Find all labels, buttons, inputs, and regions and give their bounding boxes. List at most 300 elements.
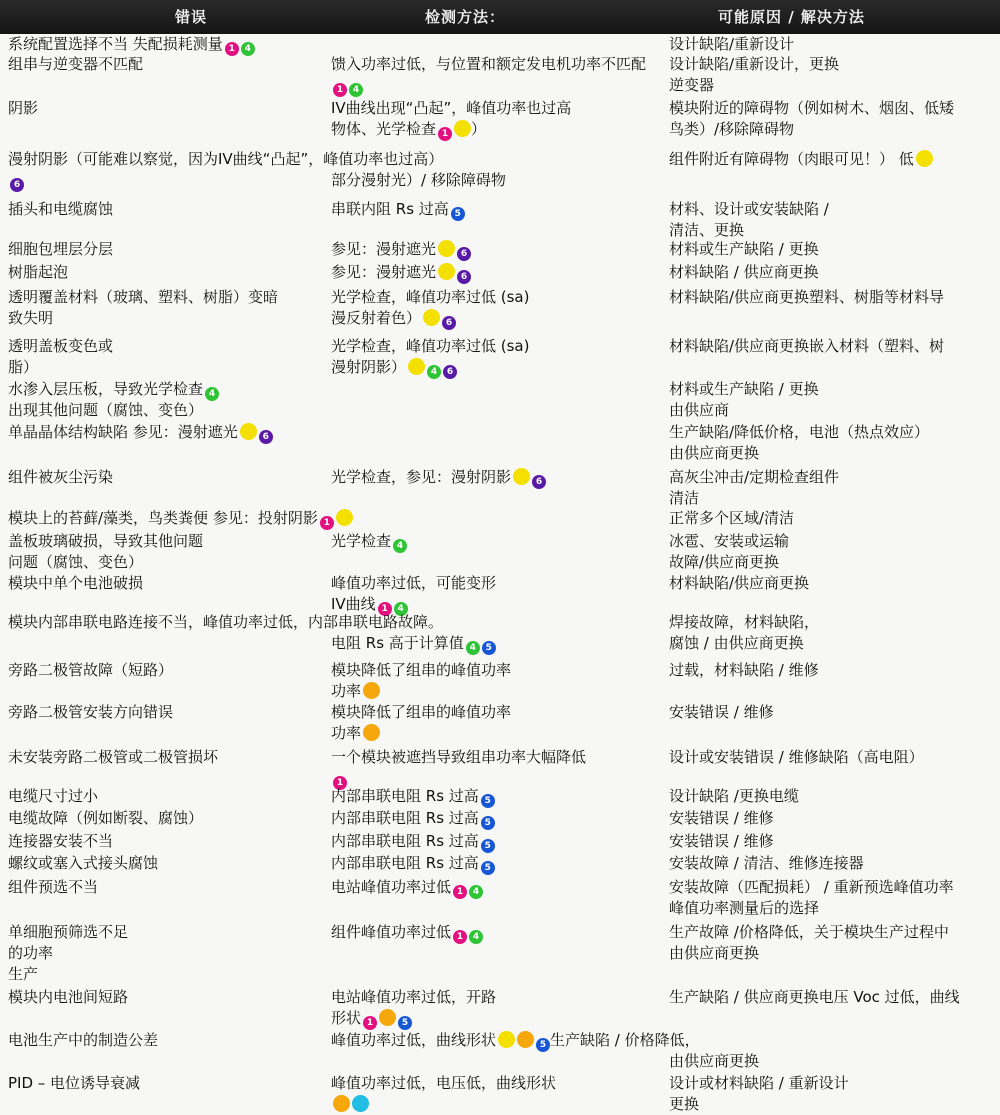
cell-line <box>331 287 529 308</box>
fault-table-body <box>0 34 1000 1114</box>
cell-line <box>669 877 954 898</box>
cell-c3 <box>669 987 960 1008</box>
cell-text: 模块附近的障碍物（例如树木、烟囱、低矮 <box>669 99 955 117</box>
cell-line <box>8 262 68 283</box>
violet-marker-icon: 6 <box>457 247 471 261</box>
yellow-marker-icon <box>513 468 530 485</box>
cell-text: 串联内阻 Rs 过高 <box>331 200 449 218</box>
cell-line <box>8 831 113 852</box>
violet-marker-icon: 6 <box>443 365 457 379</box>
cell-text: 生产故障 /价格降低，关于模块生产过程中 <box>669 923 949 941</box>
cell-c3 <box>669 287 944 308</box>
cell-line <box>8 54 143 75</box>
cell-line <box>331 853 495 874</box>
cell-text: 设计缺陷 /更换电缆 <box>669 787 799 805</box>
cell-line <box>331 612 496 633</box>
cell-text: 冰雹、安装或运输 <box>669 532 790 550</box>
cell-text: 形状 <box>331 1009 362 1027</box>
cell-text: 清洁 <box>669 489 700 507</box>
green-marker-icon: 4 <box>349 83 363 97</box>
cell-text: 出现其他问题（腐蚀、变色） <box>8 401 204 419</box>
cell-text: 更换 <box>669 1095 700 1113</box>
cell-text: 内部串联电阻 Rs 过高 <box>331 854 479 872</box>
cell-c1 <box>8 508 353 529</box>
cell-line <box>669 508 794 529</box>
cell-line <box>669 633 819 654</box>
cell-line <box>669 75 839 96</box>
cell-c3 <box>669 786 799 807</box>
cell-line <box>331 808 495 829</box>
cell-line <box>8 877 98 898</box>
cell-text: 设计缺陷/重新设计 <box>669 35 795 53</box>
cell-line <box>669 98 954 119</box>
yellow-marker-icon <box>336 509 353 526</box>
cell-text: IV曲线出现“凸起”，峰值功率也过高 <box>331 99 572 117</box>
cell-c2 <box>331 287 529 329</box>
yellow-marker-icon <box>240 423 257 440</box>
cell-line <box>669 287 944 308</box>
cell-text: 阴影 <box>8 99 39 117</box>
cell-line <box>669 612 819 633</box>
cell-c3 <box>669 467 839 509</box>
cell-text: 设计或材料缺陷 / 重新设计 <box>669 1074 849 1092</box>
cell-text: IV曲线 <box>331 595 376 613</box>
cell-c3 <box>669 612 819 654</box>
cell-c3 <box>669 422 929 464</box>
cell-text: 的功率 <box>8 944 54 962</box>
cell-line <box>331 786 495 807</box>
cell-c3 <box>669 702 774 723</box>
cell-line <box>331 987 496 1008</box>
cell-c1 <box>8 660 173 681</box>
magenta-marker-icon: 1 <box>453 885 467 899</box>
cell-line <box>8 467 113 488</box>
yellow-marker-icon <box>916 150 933 167</box>
cell-c1 <box>8 34 255 55</box>
cell-c2 <box>331 808 495 829</box>
cell-text: 由供应商 <box>669 401 730 419</box>
cell-c1 <box>8 831 113 852</box>
cell-line <box>669 336 944 357</box>
cell-line <box>331 262 471 283</box>
cell-text: 组串与逆变器不匹配 <box>8 55 144 73</box>
cell-line <box>331 702 511 723</box>
cell-text: 内部串联电阻 Rs 过高 <box>331 832 479 850</box>
cell-text-tail: ） <box>471 120 487 138</box>
cell-text: 清洁、更换 <box>669 221 745 239</box>
header-error: 错误 <box>175 8 208 26</box>
cell-line <box>8 573 143 594</box>
cell-text: 组件预选不当 <box>8 878 99 896</box>
cell-text: 峰值功率测量后的选择 <box>669 899 820 917</box>
cell-line <box>669 379 819 400</box>
cell-c3 <box>669 877 954 919</box>
magenta-marker-icon: 1 <box>333 83 347 97</box>
cell-text: 光学检查 <box>331 532 392 550</box>
cell-line <box>669 400 819 421</box>
cell-line <box>669 943 949 964</box>
cell-c2 <box>331 54 646 96</box>
cell-line <box>8 660 173 681</box>
cell-text: 功率 <box>331 724 362 742</box>
cell-text: 旁路二极管安装方向错误 <box>8 703 174 721</box>
cell-text: 螺纹或塞入式接头腐蚀 <box>8 854 159 872</box>
cell-text: 树脂起泡 <box>8 263 69 281</box>
yellow-marker-icon <box>454 120 471 137</box>
cell-c2 <box>331 831 495 852</box>
cell-c1 <box>8 877 98 898</box>
violet-marker-icon: 6 <box>259 430 273 444</box>
cell-line <box>8 357 113 378</box>
cell-c1 <box>8 808 203 829</box>
cell-c1 <box>8 422 273 443</box>
cell-text: 模块内电池间短路 <box>8 988 129 1006</box>
cell-line <box>669 573 809 594</box>
cell-text: 单细胞预筛选不足 <box>8 923 129 941</box>
cell-text: 材料缺陷/供应商更换塑料、树脂等材料导 <box>669 288 945 306</box>
cell-c2 <box>331 747 586 789</box>
cell-line <box>669 34 794 55</box>
cell-text: 单晶晶体结构缺陷 参见：漫射遮光 <box>8 423 238 441</box>
cell-line <box>331 633 496 654</box>
cell-text: 部分漫射光）/ 移除障碍物 <box>331 171 506 189</box>
cell-line <box>331 877 483 898</box>
cell-c1 <box>8 531 203 573</box>
cell-line <box>331 660 511 681</box>
cell-c1 <box>8 1073 140 1094</box>
cell-c1 <box>8 853 158 874</box>
cell-text: 电缆故障（例如断裂、腐蚀） <box>8 809 204 827</box>
green-marker-icon: 4 <box>393 539 407 553</box>
cell-c2 <box>331 531 407 552</box>
green-marker-icon: 4 <box>394 602 408 616</box>
cell-line <box>669 54 839 75</box>
cell-text: 焊接故障，材料缺陷， <box>669 613 820 631</box>
cell-line <box>8 34 255 55</box>
cell-c2 <box>331 987 496 1029</box>
cell-text: 系统配置选择不当 失配损耗测量 <box>8 35 223 53</box>
cell-text: 内部串联电阻 Rs 过高 <box>331 787 479 805</box>
cell-text: 致失明 <box>8 309 54 327</box>
cell-text: 漫射阴影） <box>331 358 407 376</box>
yellow-marker-icon <box>438 263 455 280</box>
cell-line <box>331 747 586 768</box>
violet-marker-icon: 6 <box>442 316 456 330</box>
blue-marker-icon: 5 <box>536 1038 550 1052</box>
cell-text: 电站峰值功率过低，开路 <box>331 988 497 1006</box>
cell-text: 一个模块被遮挡导致组串功率大幅降低 <box>331 748 587 766</box>
cell-text: 设计缺陷/重新设计，更换 <box>669 55 840 73</box>
cell-line <box>8 922 128 943</box>
blue-marker-icon: 5 <box>481 861 495 875</box>
cell-text: 由供应商更换 <box>669 944 760 962</box>
cell-line <box>8 964 128 985</box>
green-marker-icon: 4 <box>469 930 483 944</box>
magenta-marker-icon: 1 <box>363 1016 377 1030</box>
cell-text: 模块降低了组串的峰值功率 <box>331 661 512 679</box>
cell-text: 光学检查，峰值功率过低 (sa) <box>331 288 530 306</box>
cell-text: 生产缺陷 / 供应商更换电压 Voc 过低，曲线 <box>669 988 960 1006</box>
cell-text: 材料或生产缺陷 / 更换 <box>669 380 819 398</box>
cell-c3 <box>669 336 944 357</box>
cell-line <box>331 723 511 744</box>
cell-line <box>331 119 571 140</box>
cell-line <box>8 1030 158 1051</box>
cell-line <box>331 467 546 488</box>
cell-line <box>8 747 218 768</box>
violet-marker-icon: 6 <box>457 270 471 284</box>
cell-line <box>669 853 864 874</box>
cell-text: 生产缺陷/降低价格，电池（热点效应） <box>669 423 930 441</box>
magenta-marker-icon: 1 <box>453 930 467 944</box>
cell-text: 盖板玻璃破损，导致其他问题 <box>8 532 204 550</box>
orange-marker-icon <box>363 682 380 699</box>
cell-line <box>331 75 646 96</box>
cell-text: 材料缺陷/供应商更换嵌入材料（塑料、树 <box>669 337 945 355</box>
cell-line <box>669 443 929 464</box>
cell-line <box>331 922 483 943</box>
orange-marker-icon <box>363 724 380 741</box>
cell-text: 脂） <box>8 358 39 376</box>
cell-line <box>331 199 465 220</box>
cell-line <box>331 1030 700 1051</box>
cell-line <box>669 1073 849 1094</box>
violet-marker-icon: 6 <box>10 178 24 192</box>
cell-c2 <box>331 573 496 615</box>
cell-c3 <box>669 747 924 768</box>
cell-line <box>669 119 954 140</box>
cell-text: 安装错误 / 维修 <box>669 703 774 721</box>
violet-marker-icon: 6 <box>532 475 546 489</box>
cell-line <box>669 552 789 573</box>
cell-text: 漫射阴影（可能难以察觉，因为IV曲线“凸起”，峰值功率也过高） <box>8 150 444 168</box>
cell-line <box>669 199 829 220</box>
cell-line <box>669 467 839 488</box>
cell-line <box>669 488 839 509</box>
cell-text: 峰值功率过低，电压低，曲线形状 <box>331 1074 557 1092</box>
cell-line <box>8 853 158 874</box>
cell-text: 连接器安装不当 <box>8 832 114 850</box>
cell-text: 电池生产中的制造公差 <box>8 1031 159 1049</box>
cell-text: 馈入功率过低，与位置和额定发电机功率不匹配 <box>331 55 647 73</box>
cell-text: 故障/供应商更换 <box>669 553 780 571</box>
cell-c1 <box>8 467 113 488</box>
yellow-marker-icon <box>423 309 440 326</box>
cell-text: 过载，材料缺陷 / 维修 <box>669 661 819 679</box>
cell-c1 <box>8 54 143 75</box>
cell-line <box>8 422 273 443</box>
yellow-marker-icon <box>438 240 455 257</box>
cell-line <box>331 573 496 594</box>
cell-c3 <box>669 808 774 829</box>
header-detection-method: 检测方法： <box>425 8 506 26</box>
cell-line <box>331 681 511 702</box>
cell-c3 <box>669 34 794 55</box>
cell-line <box>331 1008 496 1029</box>
cell-c1 <box>8 379 219 421</box>
cell-c3 <box>669 573 809 594</box>
cell-c3 <box>669 660 819 681</box>
cell-c1 <box>8 573 143 594</box>
cell-text: 组件被灰尘污染 <box>8 468 114 486</box>
cell-text: 物体、光学检查 <box>331 120 437 138</box>
cell-c2 <box>331 262 471 283</box>
cell-c3 <box>669 1073 849 1115</box>
cell-text: 由供应商更换 <box>669 1052 760 1070</box>
cell-text: 组件峰值功率过低 <box>331 923 452 941</box>
cell-c1 <box>8 747 218 768</box>
cell-line <box>8 531 203 552</box>
magenta-marker-icon: 1 <box>333 776 347 790</box>
cell-c2 <box>331 1030 700 1051</box>
cell-text: 安装故障 / 清洁、维修连接器 <box>669 854 864 872</box>
table-header <box>0 0 1000 34</box>
green-marker-icon: 4 <box>469 885 483 899</box>
cell-line <box>8 943 128 964</box>
cell-line <box>669 1030 759 1051</box>
cell-c1 <box>8 239 113 260</box>
cell-line <box>669 1094 849 1115</box>
cell-line <box>331 308 529 329</box>
cell-c3 <box>669 853 864 874</box>
cell-text: 模块降低了组串的峰值功率 <box>331 703 512 721</box>
yellow-marker-icon <box>408 358 425 375</box>
cell-c3 <box>669 531 789 573</box>
cell-c3 <box>669 1030 759 1072</box>
cell-c3 <box>669 199 829 241</box>
cell-line <box>669 1051 759 1072</box>
cell-text-overflow: 生产缺陷 / 价格降低， <box>550 1031 700 1049</box>
cell-line <box>669 831 774 852</box>
cell-text: 光学检查，参见：漫射阴影 <box>331 468 512 486</box>
cell-line <box>669 220 829 241</box>
cell-text: 透明盖板变色或 <box>8 337 114 355</box>
magenta-marker-icon: 1 <box>320 516 334 530</box>
blue-marker-icon: 5 <box>481 794 495 808</box>
green-marker-icon: 4 <box>427 365 441 379</box>
header-cause-solution: 可能原因 / 解决方法 <box>718 8 865 26</box>
cell-line <box>669 808 774 829</box>
cell-c2 <box>331 1073 556 1115</box>
cell-text: 峰值功率过低，可能变形 <box>331 574 497 592</box>
cell-text: 模块中单个电池破损 <box>8 574 144 592</box>
cell-text: 参见：漫射遮光 <box>331 263 437 281</box>
cell-text: 电阻 Rs 高于计算值 <box>331 634 464 652</box>
cell-line <box>8 400 219 421</box>
cell-line <box>331 54 646 75</box>
blue-marker-icon: 5 <box>451 207 465 221</box>
cell-text: 由供应商更换 <box>669 444 760 462</box>
orange-marker-icon <box>379 1009 396 1026</box>
cell-c2 <box>331 612 496 654</box>
cell-text: 漫反射着色） <box>331 309 422 327</box>
cell-text: 高灰尘冲击/定期检查组件 <box>669 468 840 486</box>
cell-c2 <box>331 199 465 220</box>
cell-c3 <box>669 922 949 964</box>
cell-text: 功率 <box>331 682 362 700</box>
cell-line <box>8 987 128 1008</box>
cell-text: 未安装旁路二极管或二极管损坏 <box>8 748 219 766</box>
orange-marker-icon <box>333 1095 350 1112</box>
cell-c2 <box>331 853 495 874</box>
cell-c2 <box>331 149 506 191</box>
cell-c2 <box>331 922 483 943</box>
cell-text: 鸟类）/移除障碍物 <box>669 120 795 138</box>
cell-c1 <box>8 262 68 283</box>
cell-line <box>669 239 819 260</box>
cell-text: PID – 电位诱导衰减 <box>8 1074 141 1092</box>
orange-marker-icon <box>517 1031 534 1048</box>
cell-c2 <box>331 467 546 488</box>
cell-line <box>8 1073 140 1094</box>
cell-text: 设计或安装错误 / 维修缺陷（高电阻） <box>669 748 924 766</box>
cell-line <box>331 1094 556 1115</box>
cell-line <box>8 336 113 357</box>
cell-c3 <box>669 379 819 421</box>
cell-line <box>669 922 949 943</box>
cell-line <box>8 552 203 573</box>
cell-line <box>8 379 219 400</box>
cell-line <box>331 149 506 170</box>
blue-marker-icon: 5 <box>482 641 496 655</box>
cell-text: 逆变器 <box>669 76 715 94</box>
cell-text: 电站峰值功率过低 <box>331 878 452 896</box>
cell-c1 <box>8 987 128 1008</box>
cell-text: 安装错误 / 维修 <box>669 809 774 827</box>
cell-c3 <box>669 831 774 852</box>
cell-text: 细胞包埋层分层 <box>8 240 114 258</box>
magenta-marker-icon: 1 <box>438 127 452 141</box>
cell-text: 内部串联电阻 Rs 过高 <box>331 809 479 827</box>
cell-text: 组件附近有障碍物（肉眼可见！） 低 <box>669 150 914 168</box>
cell-line <box>669 987 960 1008</box>
cell-c1 <box>8 1030 158 1051</box>
cell-text: 材料缺陷 / 供应商更换 <box>669 263 819 281</box>
cell-line <box>8 98 38 119</box>
blue-marker-icon: 5 <box>481 816 495 830</box>
cell-line <box>8 199 113 220</box>
cyan-marker-icon <box>352 1095 369 1112</box>
cell-text: 正常多个区域/清洁 <box>669 509 795 527</box>
cell-c1 <box>8 702 173 723</box>
cell-text: 安装错误 / 维修 <box>669 832 774 850</box>
magenta-marker-icon: 1 <box>378 602 392 616</box>
cell-line <box>8 702 173 723</box>
cell-line <box>331 831 495 852</box>
cell-line <box>331 357 529 378</box>
cell-text: 材料、设计或安装缺陷 / <box>669 200 829 218</box>
magenta-marker-icon: 1 <box>225 42 239 56</box>
cell-c2 <box>331 786 495 807</box>
cell-line <box>669 702 774 723</box>
cell-line <box>669 422 929 443</box>
cell-line <box>669 531 789 552</box>
cell-c1 <box>8 98 38 119</box>
cell-c1 <box>8 199 113 220</box>
blue-marker-icon: 5 <box>481 839 495 853</box>
cell-text: 材料或生产缺陷 / 更换 <box>669 240 819 258</box>
cell-c3 <box>669 98 954 140</box>
cell-c2 <box>331 98 571 140</box>
cell-text: 水渗入层压板，导致光学检查 <box>8 380 204 398</box>
cell-line <box>331 336 529 357</box>
cell-line <box>669 747 924 768</box>
cell-text: 材料缺陷/供应商更换 <box>669 574 810 592</box>
cell-line <box>331 239 471 260</box>
cell-c1 <box>8 922 128 985</box>
cell-line <box>669 786 799 807</box>
cell-line <box>8 308 278 329</box>
